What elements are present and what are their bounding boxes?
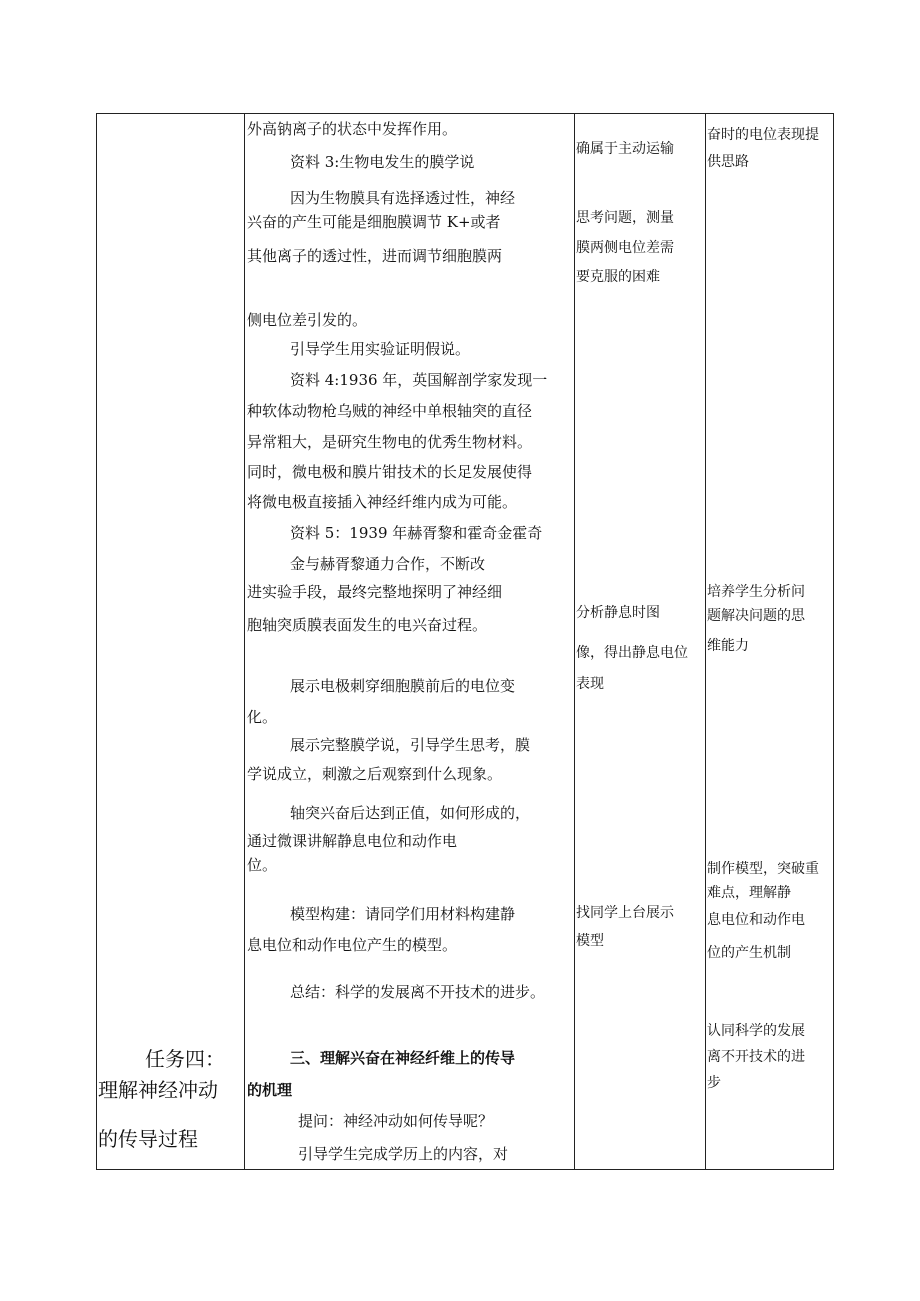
text-line: 其他离子的透过性，进而调节细胞膜两 xyxy=(247,247,503,265)
text-line: 胞轴突质膜表面发生的电兴奋过程。 xyxy=(247,616,488,634)
text-line: 种软体动物枪乌贼的神经中单根轴突的直径 xyxy=(247,402,533,420)
text-line: 展示电极刺穿细胞膜前后的电位变 xyxy=(290,677,516,695)
text-line: 通过微课讲解静息电位和动作电 xyxy=(247,832,458,850)
text-line: 化。 xyxy=(247,708,278,726)
text-line: 资料 5：1939 年赫胥黎和霍奇金霍奇 xyxy=(290,524,543,542)
text-line: 模型构建：请同学们用材料构建静 xyxy=(290,905,516,923)
text-line: 兴奋的产生可能是细胞膜调节 K+或者 xyxy=(247,213,501,231)
text-line: 位。 xyxy=(247,856,278,874)
text-line: 息电位和动作电位产生的模型。 xyxy=(247,936,458,954)
text-line: 轴突兴奋后达到正值，如何形成的， xyxy=(290,804,531,822)
text-line: 异常粗大，是研究生物电的优秀生物材料。 xyxy=(247,433,533,451)
column-divider xyxy=(705,114,706,1169)
text-line: 培养学生分析问 xyxy=(707,584,805,600)
text-line: 确属于主动运输 xyxy=(576,141,674,157)
text-line: 总结：科学的发展离不开技术的进步。 xyxy=(290,983,546,1001)
text-line: 维能力 xyxy=(707,638,749,654)
text-line: 资料 3:生物电发生的膜学说 xyxy=(290,153,475,171)
task-title-line: 理解神经冲动 xyxy=(98,1078,218,1102)
text-line: 步 xyxy=(707,1075,721,1091)
text-line: 引导学生完成学历上的内容，对 xyxy=(298,1145,509,1163)
text-line: 位的产生机制 xyxy=(707,945,791,961)
text-line: 像，得出静息电位 xyxy=(576,645,688,661)
text-line: 进实验手段，最终完整地探明了神经细 xyxy=(247,583,503,601)
text-line: 提问：神经冲动如何传导呢？ xyxy=(298,1112,494,1130)
text-line: 资料 4:1936 年，英国解剖学家发现一 xyxy=(290,371,548,389)
section-heading: 三、理解兴奋在神经纤维上的传导 xyxy=(290,1049,516,1067)
text-line: 引导学生用实验证明假说。 xyxy=(290,340,471,358)
text-line: 找同学上台展示 xyxy=(576,905,674,921)
task-label: 任务四： xyxy=(145,1047,225,1071)
text-line: 模型 xyxy=(576,933,604,949)
text-line: 因为生物膜具有选择透过性，神经 xyxy=(290,189,516,207)
text-line: 供思路 xyxy=(707,154,749,170)
text-line: 表现 xyxy=(576,676,604,692)
text-line: 题解决问题的思 xyxy=(707,608,805,624)
text-line: 思考问题，测量 xyxy=(576,210,674,226)
text-line: 制作模型，突破重 xyxy=(707,861,819,877)
text-line: 要克服的困难 xyxy=(576,269,660,285)
text-line: 外高钠离子的状态中发挥作用。 xyxy=(247,120,458,138)
text-line: 侧电位差引发的。 xyxy=(247,311,368,329)
section-heading: 的机理 xyxy=(247,1081,293,1099)
text-line: 认同科学的发展 xyxy=(707,1023,805,1039)
text-line: 离不开技术的进 xyxy=(707,1049,805,1065)
text-line: 膜两侧电位差需 xyxy=(576,240,674,256)
text-line: 分析静息时图 xyxy=(576,605,660,621)
text-line: 金与赫胥黎通力合作，不断改 xyxy=(290,555,486,573)
text-line: 展示完整膜学说，引导学生思考，膜 xyxy=(290,736,531,754)
text-line: 同时，微电极和膜片钳技术的长足发展使得 xyxy=(247,463,533,481)
text-line: 难点，理解静 xyxy=(707,885,791,901)
text-line: 奋时的电位表现提 xyxy=(707,127,819,143)
text-line: 学说成立，刺激之后观察到什么现象。 xyxy=(247,765,503,783)
column-divider xyxy=(574,114,575,1169)
column-divider xyxy=(244,114,245,1169)
task-title-line: 的传导过程 xyxy=(98,1127,198,1151)
text-line: 将微电极直接插入神经纤维内成为可能。 xyxy=(247,493,518,511)
text-line: 息电位和动作电 xyxy=(707,912,805,928)
